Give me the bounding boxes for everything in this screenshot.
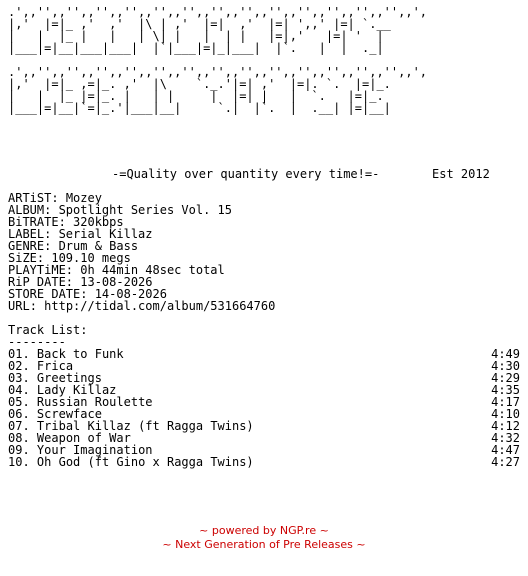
track-title: Screwface — [36, 407, 102, 421]
track-duration: 4:10 — [491, 407, 520, 421]
track-title: Your Imagination — [36, 443, 153, 457]
established-year: Est 2012 — [432, 167, 490, 181]
meta-key: BiTRATE — [8, 215, 59, 229]
meta-key: ALBUM — [8, 203, 45, 217]
track-title: Weapon of War — [36, 431, 131, 445]
track-duration: 4:29 — [491, 371, 520, 385]
footer-tagline: ~ Next Generation of Pre Releases ~ — [162, 538, 366, 551]
meta-key: STORE DATE — [8, 287, 81, 301]
meta-value: 109.10 megs — [51, 251, 131, 265]
meta-separator: : — [36, 251, 52, 265]
ascii-art-logo: .',,'',,'',,'',,'',,'',,'',,'',,'',,'',,'',,'',,'',,'',,', |,' |=|_ ,' ,' |\ | ,' |=| ,' |=| ',,' |=| `.__ | | |_ | | | \| | | | | |=|,' |=| ' | |___|=|__|___|___| |`|___|=|_|___| |`. | | ._| .',,'',,'',,'',,'',,'',,'',,'',,'',,'',,'',,'',,'',,'',,', |,' |=|_ ,=|_. ,' |\ `._.'|=| ,' |=|. `. |=|_. | | |_ |=|_. | | | | |=| | | `. |=|_. |___|=|__|`=|_.'|___|__| `.| |`. | .__| |=|__| — [8, 5, 428, 115]
footer-powered-by: ~ powered by NGP.re ~ — [199, 524, 329, 537]
track-number: 05. — [8, 395, 30, 409]
release-info — [8, 192, 275, 312]
tagline: -=Quality over quantity every time!=- — [112, 167, 380, 181]
meta-row — [8, 300, 275, 312]
track-title: Tribal Killaz (ft Ragga Twins) — [36, 419, 254, 433]
meta-key: LABEL — [8, 227, 45, 241]
track-number: 03. — [8, 371, 30, 385]
track-title: Oh God (ft Gino x Ragga Twins) — [36, 455, 254, 469]
meta-separator: : — [58, 215, 74, 229]
meta-value: 0h 44min 48sec total — [80, 263, 225, 277]
meta-key: ARTiST — [8, 191, 52, 205]
track-title: Lady Killaz — [36, 383, 117, 397]
track-info — [8, 456, 254, 468]
track-number: 01. — [8, 347, 30, 361]
track-number: 07. — [8, 419, 30, 433]
meta-key: RiP DATE — [8, 275, 66, 289]
track-duration: 4:27 — [491, 455, 520, 469]
meta-key: GENRE — [8, 239, 45, 253]
track-title: Russian Roulette — [36, 395, 153, 409]
track-list — [8, 348, 520, 468]
track-number: 08. — [8, 431, 30, 445]
footer — [0, 524, 528, 552]
track-title: Frica — [36, 359, 74, 373]
meta-separator: : — [51, 191, 66, 205]
meta-key: URL — [8, 299, 30, 313]
track-row — [8, 456, 520, 468]
track-duration: 4:17 — [491, 395, 520, 409]
track-number: 04. — [8, 383, 30, 397]
track-title: Back to Funk — [36, 347, 124, 361]
meta-key: PLAYTiME — [8, 263, 66, 277]
meta-separator: : — [65, 263, 81, 277]
meta-value: 14-08-2026 — [94, 287, 167, 301]
track-duration: 4:12 — [491, 419, 520, 433]
track-row — [8, 348, 520, 360]
meta-separator: : — [44, 227, 59, 241]
track-number: 06. — [8, 407, 30, 421]
meta-separator: : — [29, 299, 45, 313]
track-number: 10. — [8, 455, 30, 469]
meta-value: 13-08-2026 — [80, 275, 153, 289]
meta-separator: : — [65, 275, 81, 289]
track-list-rule: -------- — [8, 335, 66, 349]
track-number: 02. — [8, 359, 30, 373]
track-duration: 4:49 — [491, 347, 520, 361]
meta-value: 320kbps — [73, 215, 124, 229]
track-list-heading: Track List: — [8, 323, 88, 337]
track-gap — [30, 455, 37, 469]
meta-separator: : — [44, 203, 59, 217]
track-title: Greetings — [36, 371, 102, 385]
meta-value: Drum & Bass — [58, 239, 139, 253]
track-duration: 4:32 — [491, 431, 520, 445]
meta-separator: : — [44, 239, 59, 253]
meta-value: http://tidal.com/album/531664760 — [44, 299, 276, 313]
track-number: 09. — [8, 443, 30, 457]
track-duration: 4:35 — [491, 383, 520, 397]
track-duration: 4:30 — [491, 359, 520, 373]
track-duration: 4:47 — [491, 443, 520, 457]
meta-value: Mozey — [65, 191, 102, 205]
meta-separator: : — [80, 287, 95, 301]
meta-value: Serial Killaz — [58, 227, 153, 241]
meta-key: SiZE — [8, 251, 37, 265]
meta-value: Spotlight Series Vol. 15 — [58, 203, 232, 217]
